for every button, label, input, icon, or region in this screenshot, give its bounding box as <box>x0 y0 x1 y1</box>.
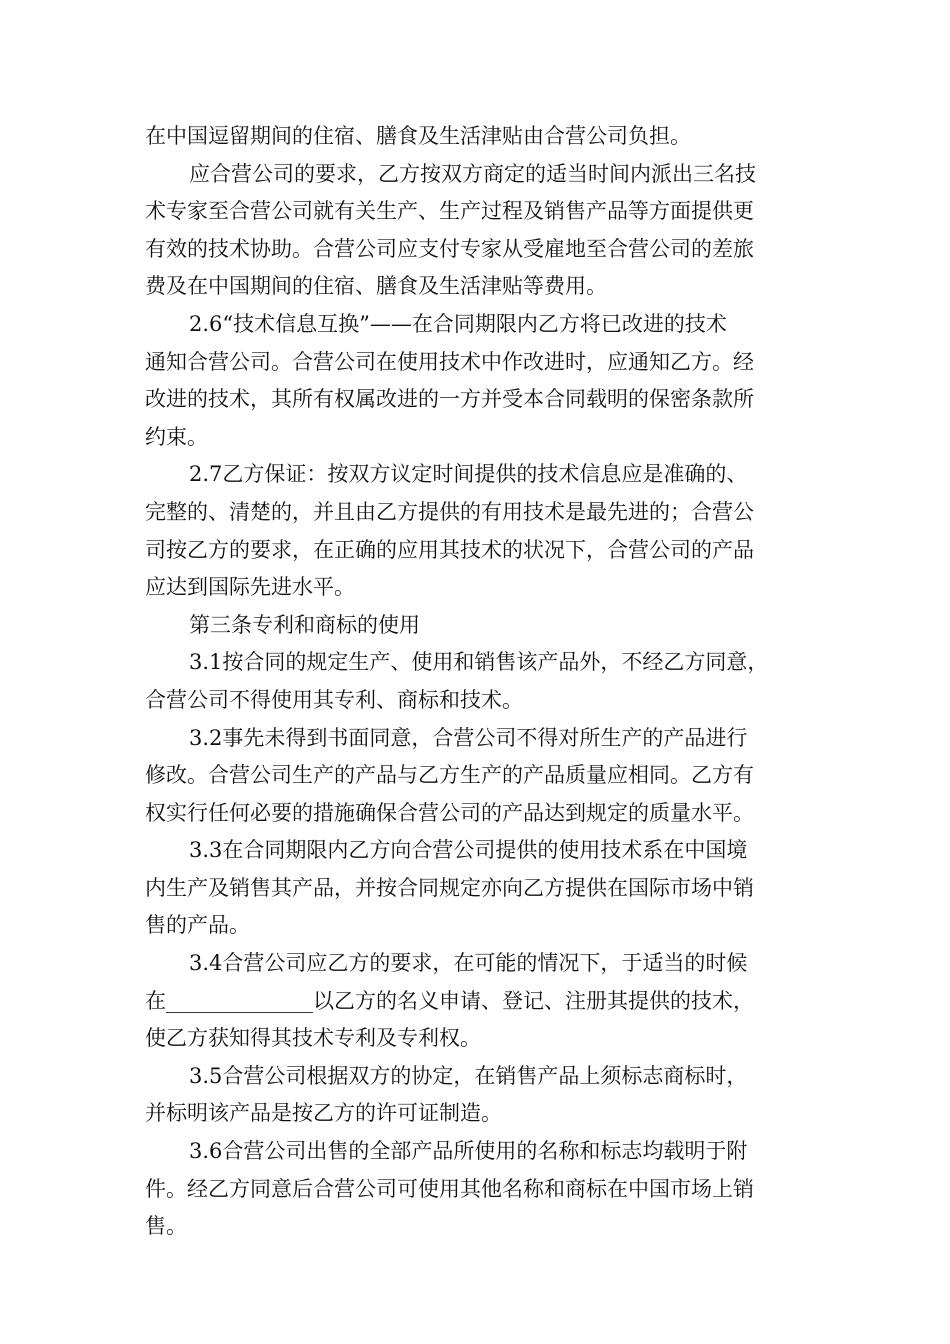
text-line: 改进的技术，其所有权属改进的一方并受本合同载明的保密条款所 <box>145 387 754 412</box>
text-line: 在中国逗留期间的住宿、膳食及生活津贴由合营公司负担。 <box>145 124 691 148</box>
text-line: 合营公司不得使用其专利、商标和技术。 <box>145 687 523 712</box>
text-line: 通知合营公司。合营公司在使用技术中作改进时，应通知乙方。经 <box>145 349 754 374</box>
text-line: 应达到国际先进水平。 <box>145 575 355 600</box>
text-line: 使乙方获知得其技术专利及专利权。 <box>145 1026 481 1051</box>
text-line: 有效的技术协助。合营公司应支付专家从受雇地至合营公司的差旅 <box>145 236 754 261</box>
text-line: 2.7乙方保证：按双方议定时间提供的技术信息应是准确的、 <box>189 462 748 487</box>
text-line: 术专家至合营公司就有关生产、生产过程及销售产品等方面提供更 <box>145 199 754 224</box>
section-heading: 第三条专利和商标的使用 <box>189 612 420 637</box>
text-line: 应合营公司的要求，乙方按双方商定的适当时间内派出三名技 <box>189 161 756 186</box>
text-line: 2.6“技术信息互换”——在合同期限内乙方将已改进的技术 <box>189 311 727 336</box>
text-line: 3.3在合同期限内乙方向合营公司提供的使用技术系在中国境 <box>189 838 748 863</box>
text-line: 费及在中国期间的住宿、膳食及生活津贴等费用。 <box>145 274 607 299</box>
text-line: 3.5合营公司根据双方的协定，在销售产品上须标志商标时， <box>189 1063 748 1088</box>
text-line: 修改。合营公司生产的产品与乙方生产的产品质量应相同。乙方有 <box>145 763 754 788</box>
text-line: 3.6合营公司出售的全部产品所使用的名称和标志均载明于附 <box>189 1139 748 1164</box>
text-line: 3.1按合同的规定生产、使用和销售该产品外，不经乙方同意， <box>189 650 769 675</box>
text-line: 售。 <box>145 1214 187 1239</box>
text-line: 3.4合营公司应乙方的要求，在可能的情况下，于适当的时候 <box>189 951 748 976</box>
text-line: 并标明该产品是按乙方的许可证制造。 <box>145 1101 502 1126</box>
text-line: 完整的、清楚的，并且由乙方提供的有用技术是最先进的；合营公 <box>145 499 754 524</box>
text-line: 售的产品。 <box>145 913 250 938</box>
text-line: 3.2事先未得到书面同意，合营公司不得对所生产的产品进行 <box>189 725 748 750</box>
text-line: 约束。 <box>145 424 208 449</box>
document-body <box>145 118 810 1246</box>
text-line: 司按乙方的要求，在正确的应用其技术的状况下，合营公司的产品 <box>145 537 754 562</box>
text-line: 内生产及销售其产品，并按合同规定亦向乙方提供在国际市场中销 <box>145 875 754 900</box>
text-line: 在______________以乙方的名义申请、登记、注册其提供的技术， <box>145 988 754 1013</box>
text-line: 件。经乙方同意后合营公司可使用其他名称和商标在中国市场上销 <box>145 1176 754 1201</box>
text-line: 权实行任何必要的措施确保合营公司的产品达到规定的质量水平。 <box>145 800 754 825</box>
